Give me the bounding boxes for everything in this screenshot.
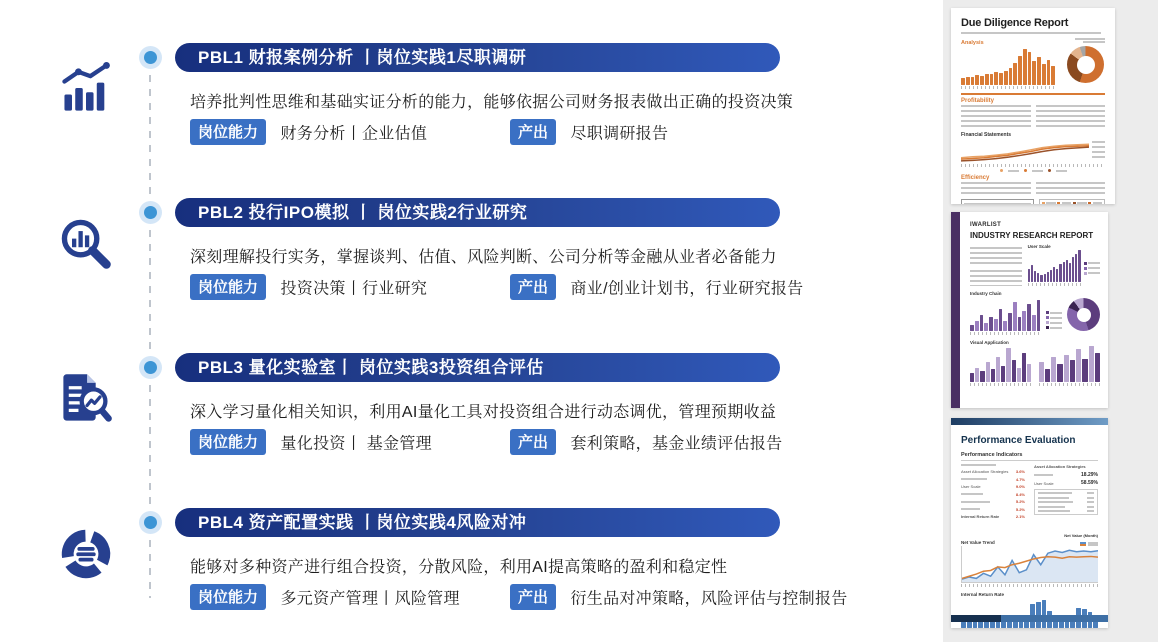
report-title: Due Diligence Report: [961, 17, 1069, 29]
placeholder-text: [1036, 105, 1106, 129]
net-value-trend-label: Net Value Trend: [961, 540, 995, 545]
ability-text: 投资决策丨行业研究: [280, 280, 428, 298]
visual-application-label: Visual Application: [970, 340, 1009, 345]
report-title: INDUSTRY RESEARCH REPORT: [970, 231, 1094, 240]
financial-line-chart: [961, 139, 1089, 163]
axis-ticks: [961, 164, 1105, 167]
indicator-detail-box: [1034, 489, 1098, 515]
timeline-bullet: [139, 356, 162, 379]
placeholder-text: [1092, 146, 1105, 148]
output-text: 尽职调研报告: [570, 125, 669, 143]
ability-badge: 岗位能力: [190, 429, 266, 455]
ability-badge: 岗位能力: [190, 119, 266, 145]
internal-return-label: Internal Return Rate: [961, 592, 1005, 597]
output-badge: 产出: [510, 274, 556, 300]
analysis-label: Analysis: [961, 40, 984, 46]
indicators-label: Performance Indicators: [961, 452, 1098, 461]
visual-bar-chart-2: [1039, 346, 1101, 382]
efficiency-table: [1039, 199, 1105, 204]
placeholder-text: [1092, 141, 1105, 143]
pbl1-section: [0, 43, 900, 193]
pbl2-title-banner: PBL2 投行IPO模拟 丨 岗位实践2行业研究: [175, 198, 780, 227]
axis-ticks: [970, 383, 1032, 386]
placeholder-text: [1036, 182, 1106, 196]
axis-ticks: [1028, 283, 1081, 286]
placeholder-text: [1092, 156, 1105, 158]
due-diligence-report-thumbnail[interactable]: [951, 8, 1115, 204]
visual-bar-chart-1: [970, 346, 1032, 382]
ability-badge: 岗位能力: [190, 584, 266, 610]
placeholder-text: [970, 270, 1022, 286]
placeholder-text: [961, 32, 1101, 35]
axis-ticks: [1039, 383, 1101, 386]
pbl4-description: 能够对多种资产进行组合投资，分散风险，利用AI提高策略的盈利和稳定性: [190, 559, 728, 576]
pbl1-description: 培养批判性思维和基础实证分析的能力，能够依据公司财务报表做出正确的投资决策: [190, 94, 794, 111]
internal-return-bar-chart: [961, 598, 1098, 628]
divider: [961, 93, 1105, 95]
output-badge: 产出: [510, 119, 556, 145]
timeline-bullet: [139, 201, 162, 224]
report-brand: IWARLIST: [970, 222, 1002, 228]
net-value-legend: Net Value (Month): [1064, 524, 1098, 546]
placeholder-text: [961, 182, 1031, 196]
pbl2-description: 深刻理解投行实务，掌握谈判、估值、风险判断、公司分析等金融从业者必备能力: [190, 249, 777, 266]
chart-legend: [1046, 311, 1063, 335]
indicator-tables: Asset Allocation Strategies 3.6% 4.7% User Scale 9.0% 8.4% 5.2% 5.2% Internal Return Rate 2.1% Asset Allocation Strategies 18.29% User Scale 58.59%: [961, 464, 1098, 519]
analysis-bar-chart: [961, 47, 1055, 85]
output-text: 套利策略，基金业绩评估报告: [570, 435, 783, 453]
axis-ticks: [961, 584, 1098, 587]
pbl2-section: [0, 198, 900, 348]
ability-text: 财务分析丨企业估值: [280, 125, 428, 143]
industry-research-report-thumbnail[interactable]: [951, 212, 1108, 408]
ability-text: 量化投资丨 基金管理: [280, 435, 432, 453]
output-text: 商业/创业计划书，行业研究报告: [570, 280, 804, 298]
placeholder-text: [1092, 151, 1105, 153]
user-scale-label: User Scale: [1027, 244, 1051, 249]
performance-evaluation-thumbnail[interactable]: [951, 418, 1108, 628]
financial-statements-label: Financial Statements: [961, 132, 1012, 138]
pbl3-section: [0, 353, 900, 503]
report-previews-panel: [943, 0, 1158, 642]
axis-ticks: [970, 332, 1041, 335]
profitability-label: Profitability: [961, 98, 995, 104]
pbl3-description: 深入学习量化相关知识，利用AI量化工具对投资组合进行动态调优，管理预期收益: [190, 404, 777, 421]
chart-legend: [1084, 250, 1101, 286]
pbl1-title-banner: PBL1 财报案例分析 丨岗位实践1尽职调研: [175, 43, 780, 72]
ability-text: 多元资产管理丨风险管理: [280, 590, 460, 608]
footer-accent-bar: [951, 615, 1108, 622]
industry-donut-chart: [1067, 298, 1100, 331]
axis-ticks: [961, 86, 1055, 89]
pbl3-title-banner: PBL3 量化实验室丨 岗位实践3投资组合评估: [175, 353, 780, 382]
timeline-bullet: [139, 511, 162, 534]
industry-chain-label: Industry Chain: [970, 291, 1002, 296]
output-badge: 产出: [510, 584, 556, 610]
report-title: Performance Evaluation: [961, 435, 1076, 446]
output-badge: 产出: [510, 429, 556, 455]
placeholder-text: [961, 105, 1031, 129]
line-legend: [961, 169, 1105, 172]
ability-badge: 岗位能力: [190, 274, 266, 300]
efficiency-label: Efficiency: [961, 175, 990, 181]
timeline-bullet: [139, 46, 162, 69]
diligence-donut-chart: [1067, 46, 1104, 83]
placeholder-text: [964, 203, 1031, 205]
header-accent-bar: [951, 418, 1108, 425]
placeholder-text: [1075, 38, 1105, 40]
placeholder-text: [961, 464, 996, 467]
placeholder-text: [970, 247, 1022, 265]
net-value-line-chart: [961, 546, 1098, 583]
placeholder-text: [1083, 41, 1105, 43]
side-accent-bar: [951, 212, 960, 408]
output-text: 衍生品对冲策略，风险评估与控制报告: [570, 590, 848, 608]
pbl4-section: [0, 508, 900, 642]
pbl4-title-banner: PBL4 资产配置实践 丨岗位实践4风险对冲: [175, 508, 780, 537]
industry-chain-bar-chart: [970, 297, 1041, 331]
user-scale-bar-chart: [1028, 250, 1081, 282]
